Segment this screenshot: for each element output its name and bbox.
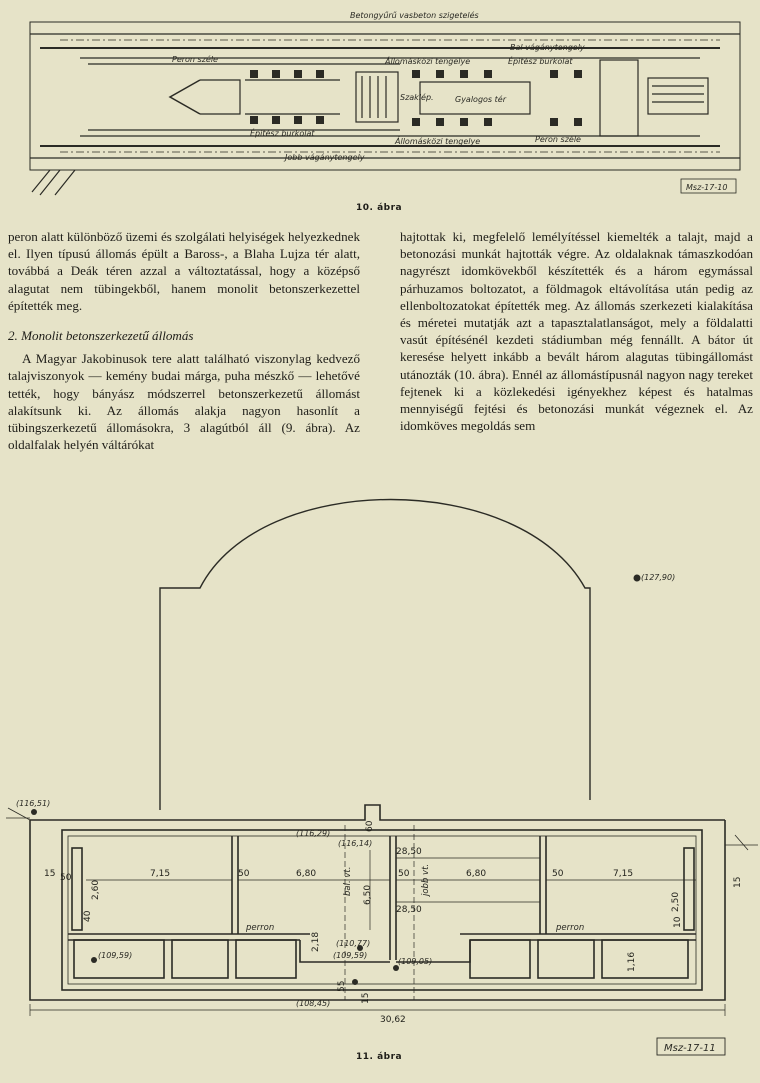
dim-w-left: 7,15 xyxy=(150,869,171,879)
dim-small-right: 10 xyxy=(673,916,683,928)
dim-height-left: 2,60 xyxy=(91,879,101,900)
fig11-code-box xyxy=(657,1038,725,1055)
dim-wall-4: 50 xyxy=(60,873,72,883)
left-paragraph-2: A Magyar Jakobinusok tere alatt található viszonylag kedvező talajviszonyok — kemény budai márga, puha mészkő — lehetővé tették, hogy bányász módszerrel betonszerkezetű állomást alakítsunk ki. Az állomás alakja nagyon hasonlít a tübingszerkezetű állomásokra, 3 alagútból áll (9. ábra). Az oldalfalak helyén váltárókat xyxy=(8,351,360,453)
figure-10-station-plan xyxy=(0,0,760,200)
right-paragraph: hajtottak ki, megfelelő lemélyítéssel kiemelték a talajt, majd a betonozási munkát hajtották végre. Az oldalaknak támaszkodóan nagyrészt idomkövekből készítették és a három egymással párhuzamos boltozatot, a földmagok eltávolítása után pedig az ellenboltozatokat építették meg. Az állomás szerkezeti kialakítása és méretei mutatják azt a tapasztalatlanságot, mely a földalatti vasút építésénél kezdeti stádiumban még fennállt. A bátor út keresése helyett inkább a bevált három alagutas tübingállomást utánozták (10. ábra). Ennél az állomástípusnál nagyon nagy tereket fejtenek ki a közlekedési igényekhez képest és hatalmas mennyiségű fejtési és betonozási munkát végeznek el. Az idomköves megoldás sem xyxy=(400,229,753,434)
fig10-label-left-track: Bal vágánytengely xyxy=(510,43,585,52)
label-peron-right: perron xyxy=(556,923,585,933)
dim-wall-3: 50 xyxy=(552,869,564,879)
dim-wall-1: 50 xyxy=(238,869,250,879)
dim-edge-left: 15 xyxy=(44,869,56,879)
left-paragraph-1: peron alatt különböző üzemi és szolgálati helyiségek helyezkednek el. Ilyen típusú állomás épült a Baross-, a Blaha Lujza tér alatt, továbbá a Deák téren azzal a változtatással, hogy a középső alagutat nem tübingekből, hanem monolit betonszerkezettel építették meg. xyxy=(8,229,360,313)
dim-bottom-15: 15 xyxy=(361,992,371,1004)
section-number: 2. xyxy=(8,328,18,344)
dim-thick-top: 60 xyxy=(365,820,375,832)
label-track-left-axis: bal. vt. xyxy=(343,866,353,896)
elev-track-mid: (109,59) xyxy=(333,951,368,960)
elev-left: (116,51) xyxy=(16,799,51,808)
dim-w-midright: 6,80 xyxy=(466,869,487,879)
text-column-right xyxy=(400,228,753,434)
fig11-code: Msz-17-11 xyxy=(664,1043,716,1054)
fig10-label-right-track: Jobb vágánytengely xyxy=(285,153,365,162)
fig10-label-top: Betongyűrű vasbeton szigetelés xyxy=(350,11,479,20)
dim-span-top: 28,50 xyxy=(396,847,422,857)
section-heading xyxy=(8,327,360,344)
elev-mid-low: (110,77) xyxy=(336,939,371,948)
dim-w-right: 7,15 xyxy=(613,869,634,879)
fig10-label-peron-left: Peron széle xyxy=(172,55,218,64)
label-peron-left: perron xyxy=(246,923,275,933)
dim-small-116: 1,16 xyxy=(627,951,637,972)
dim-center-h: 6,50 xyxy=(363,884,373,905)
fig10-label-station-axis-bottom: Állomásközi tengelye xyxy=(395,137,481,146)
fig10-label-station-axis-top: Állomásközi tengelye xyxy=(385,57,471,66)
fig10-code-box xyxy=(681,179,736,193)
dim-bottom-55: 55 xyxy=(337,980,347,992)
dim-small-left: 40 xyxy=(83,910,93,922)
fig10-label-passenger-space: Gyalogos tér xyxy=(455,95,506,104)
text-column-left xyxy=(8,228,360,453)
fig10-label-architect-top: Építész burkolat xyxy=(508,57,573,66)
elev-mid-top: (116,29) xyxy=(296,829,331,838)
fig11-caption: 11. ábra xyxy=(356,1052,403,1062)
dim-w-midleft: 6,80 xyxy=(296,869,317,879)
elev-top: (127,90) xyxy=(641,573,676,582)
fig10-label-peron-right: Peron széle xyxy=(535,135,581,144)
dim-height-right: 2,50 xyxy=(671,891,681,912)
dim-edge-right: 15 xyxy=(733,876,743,888)
fig10-code: Msz-17-10 xyxy=(686,183,728,192)
fig10-label-architect-bottom: Építész burkolat xyxy=(250,129,315,138)
section-title: Monolit betonszerkezetű állomás xyxy=(21,328,194,344)
dim-small-218: 2,18 xyxy=(311,931,321,952)
elev-track-left: (109,59) xyxy=(98,951,133,960)
elev-mid-top2: (116,14) xyxy=(338,839,373,848)
dim-total: 30,62 xyxy=(380,1015,406,1025)
dim-wall-2: 50 xyxy=(398,869,410,879)
dim-span-bottom: 28,50 xyxy=(396,905,422,915)
figure-11-cross-section xyxy=(0,495,760,1070)
elev-track-right: (109,05) xyxy=(398,957,433,966)
elev-bottom: (108,45) xyxy=(296,999,331,1008)
fig10-label-escalator: Szaklép. xyxy=(400,93,434,102)
label-track-right-axis: jobb vt. xyxy=(421,863,431,896)
fig10-caption: 10. ábra xyxy=(356,203,403,213)
